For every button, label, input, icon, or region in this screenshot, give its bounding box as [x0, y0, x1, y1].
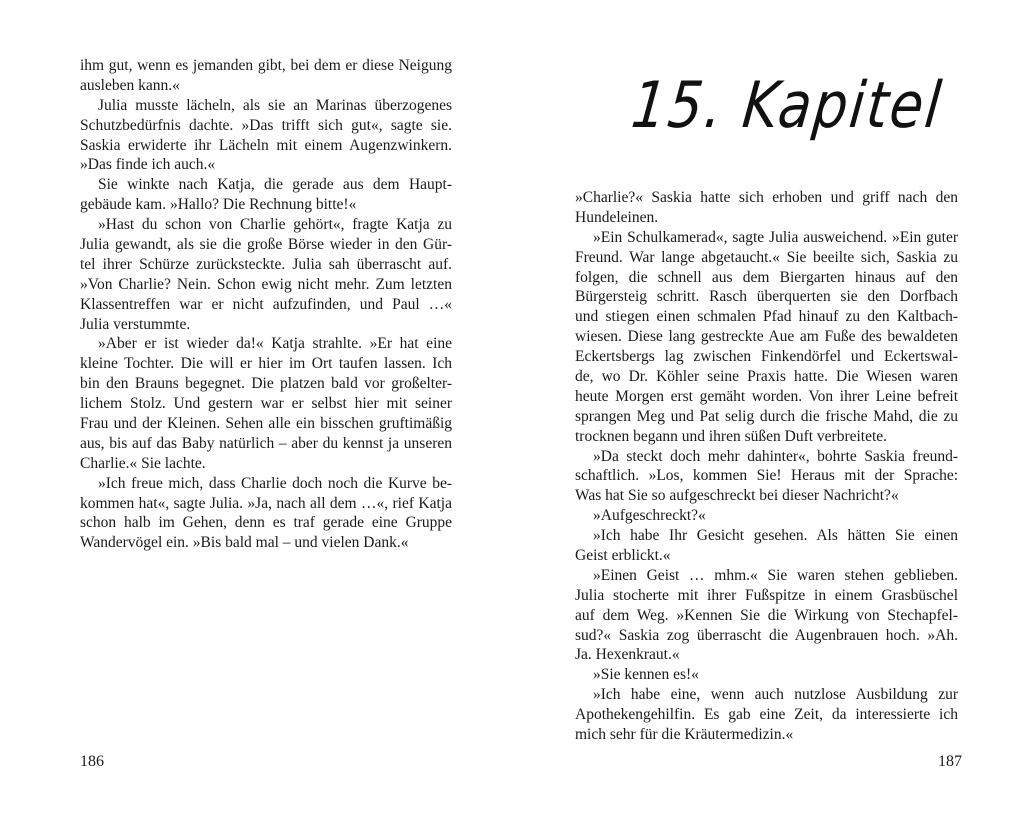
text-line: »Aber er ist wieder da!« Katja strahlte. »Er hat eine	[98, 335, 452, 353]
text-line: kleine Tochter. Die will er hier im Ort taufen lassen. Ich	[80, 355, 452, 373]
text-line: Hundeleinen.	[575, 208, 659, 226]
text-line: wiesen. Diese lang gestreckte Aue am Fuße des bewaldeten	[575, 328, 958, 346]
text-line: »Ein Schulkamerad«, sagte Julia ausweichend. »Ein guter	[593, 228, 958, 246]
text-line: »Charlie?« Saskia hatte sich erhoben und griff nach den	[575, 189, 958, 206]
text-line: aus, bis auf das Baby natürlich – aber du kennst ja unseren	[80, 434, 452, 452]
text-line: schaftlich. »Los, kommen Sie! Heraus mit der Sprache:	[575, 467, 958, 485]
text-line: Sie winkte nach Katja, die gerade aus dem Haupt-	[98, 176, 452, 194]
text-line: ihm gut, wenn es jemanden gibt, bei dem er diese Neigung	[80, 57, 452, 74]
text-line: »Einen Geist … mhm.« Sie waren stehen geblieben.	[593, 566, 958, 584]
chapter-title: 15. Kapitel	[627, 68, 946, 143]
text-line: »Ich habe Ihr Gesicht gesehen. Als hätten Sie einen	[593, 527, 958, 545]
text-line: kommen hat«, sagte Julia. »Ja, nach all dem …«, rief Katja	[80, 494, 452, 512]
text-line: Saskia erwiderte ihr Lächeln mit einem Augenzwinkern.	[80, 136, 452, 154]
text-line: Schutzbedürfnis dachte. »Das trifft sich gut«, sagte sie.	[80, 116, 452, 134]
text-line: »Aufgeschreckt?«	[593, 507, 706, 525]
text-line: »Von Charlie? Nein. Schon ewig nicht mehr. Zum letzten	[80, 275, 452, 293]
text-line: Freund. War lange abgetaucht.« Sie beeilte sich, Saskia zu	[575, 248, 958, 266]
text-line: folgen, die schnell aus dem Biergarten hinaus auf den	[575, 268, 958, 286]
text-line: heute Morgen erst gemäht worden. Von ihrer Leine befreit	[575, 387, 958, 405]
text-line: Ja. Hexenkraut.«	[575, 646, 680, 664]
text-line: Julia verstummte.	[80, 315, 191, 333]
text-line: »Ich freue mich, dass Charlie doch noch die Kurve be-	[98, 474, 452, 492]
text-line: Geist erblickt.«	[575, 547, 671, 565]
text-line: gebäude kam. »Hallo? Die Rechnung bitte!«	[80, 196, 357, 214]
text-line: und stiegen einen schmalen Pfad hinauf zu den Kaltbach-	[575, 308, 958, 326]
text-line: ausleben kann.«	[80, 76, 180, 94]
left-page-text	[80, 56, 452, 553]
text-line: Apothekengehilfin. Es gab eine Zeit, da interessierte ich	[575, 706, 958, 724]
text-line: trocknen begann und ihren süßen Duft verbreitete.	[575, 427, 888, 445]
text-line: tel ihrer Schürze zurücksteckte. Julia sah überrascht auf.	[80, 255, 452, 273]
text-line: Bürgersteig schritt. Rasch überquerten sie den Dorfbach	[575, 288, 958, 306]
text-line: sprangen Meg und Pat selig durch die frische Mahd, die zu	[575, 407, 958, 425]
text-line: Klassentreffen war er nicht aufzufinden, und Paul …«	[80, 295, 452, 313]
text-line: Wandervögel ein. »Bis bald mal – und vielen Dank.«	[80, 534, 409, 552]
text-line: Was hat Sie so aufgeschreckt bei dieser Nachricht?«	[575, 487, 899, 505]
text-line: »Ich habe eine, wenn auch nutzlose Ausbildung zur	[593, 686, 958, 704]
text-line: schon halb im Gehen, denn es traf gerade eine Gruppe	[80, 514, 452, 532]
right-page	[512, 0, 1024, 832]
text-line: de, wo Dr. Köhler seine Praxis hatte. Die Wiesen waren	[575, 368, 958, 386]
text-line: Frau und der Kleinen. Sehen alle ein bisschen gruftimäßig	[80, 415, 452, 433]
text-line: »Hast du schon von Charlie gehört«, fragte Katja zu	[98, 216, 452, 234]
right-page-number: 187	[938, 753, 962, 770]
text-line: lichem Stolz. Und gestern war er selbst hier mit seiner	[80, 395, 452, 413]
text-line: Julia musste lächeln, als sie an Marinas überzogenes	[98, 96, 452, 114]
right-page-text	[575, 188, 958, 745]
text-line: Charlie.« Sie lachte.	[80, 454, 206, 472]
text-line: »Das finde ich auch.«	[80, 156, 216, 174]
left-page-number: 186	[80, 753, 104, 770]
text-line: auf dem Weg. »Kennen Sie die Wirkung von Stechapfel-	[575, 606, 958, 624]
text-line: Julia stocherte mit ihrer Fußspitze in einem Grasbüschel	[575, 586, 958, 604]
text-line: Julia gewandt, als sie die große Börse wieder in den Gür-	[80, 236, 452, 254]
text-line: mich sehr für die Kräutermedizin.«	[575, 726, 794, 744]
text-line: »Sie kennen es!«	[593, 666, 699, 684]
text-line: Eckertsbergs lag zwischen Finkendörfel und Eckertswal-	[575, 348, 958, 366]
text-line: »Da steckt doch mehr dahinter«, bohrte Saskia freund-	[593, 447, 958, 465]
text-line: bin den Brauns begegnet. Die platzen bald vor großelter-	[80, 375, 452, 393]
text-line: sud?« Saskia zog überrascht die Augenbrauen hoch. »Ah.	[575, 626, 958, 644]
